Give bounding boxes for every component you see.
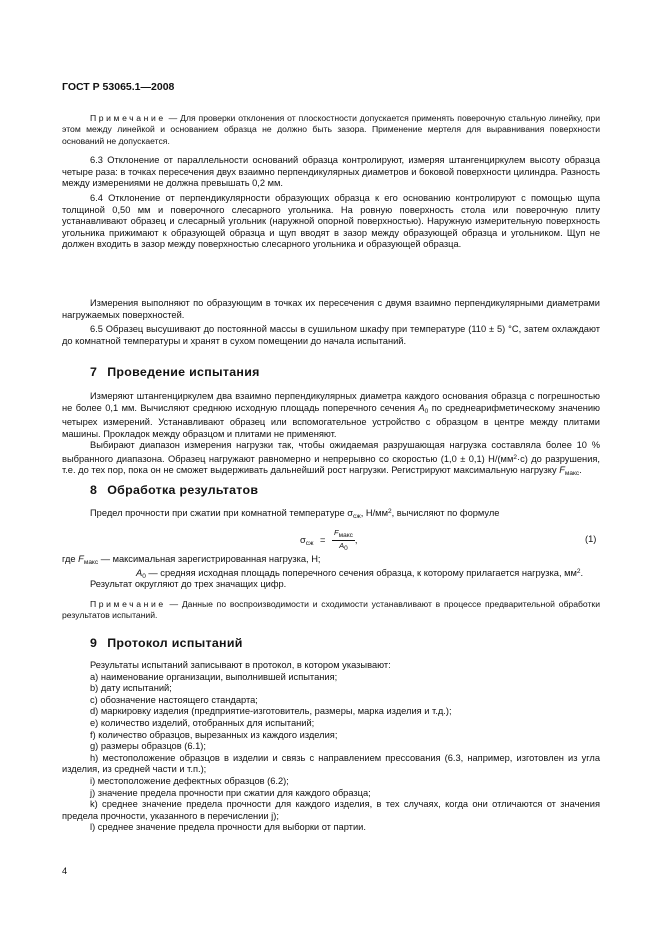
formula-lhs: σ	[300, 534, 306, 545]
section-7-paragraph-1	[62, 391, 600, 440]
note-label: Примечание	[90, 599, 166, 609]
symbol-a: A	[418, 402, 425, 413]
superscript: 2	[513, 453, 517, 461]
clause-6-4b-text: Измерения выполняют по образующим в точках их пересечения с двумя взаимно перпендикулярными диаметрами нагружаемых поверхностей.	[62, 298, 600, 320]
symbol-sub: макс	[83, 559, 99, 566]
symbol-sub: 0	[142, 573, 146, 580]
equation-number: (1)	[585, 534, 597, 544]
note-flatness	[62, 113, 600, 147]
note-text: — Для проверки отклонения от плоскостности допускается применять поверочную стальную линейку, при этом между линейкой и основанием образца не должно быть зазора. Применение мертеля для выравнивания поверхности оснований не допускается.	[62, 113, 600, 146]
clause-6-4-text: 6.4 Отклонение от перпендикулярности образующих образца к его основанию контролируют с помощью щупа толщиной 0,50 мм и поверочного слесарного угольника. На ровную поверхность стола или поверочную плиту устанавливают образец и слесарный угольник (наружной опорной поверхностью). Наружную измерительную поверхность угольника прижимают к образующей образца и щуп вводят в зазор между образующей образца и угольником. Щуп не должен входить в зазор между поверхностью слесарного угольника и образующей образца.	[62, 193, 600, 250]
text-run: Выбирают диапазон измерения нагрузки так, чтобы ожидаемая разрушающая нагрузка составляла более 10 % выбранного диапазона. Образец нагружают равномерно и непрерывно со скоростью (1,0 ± 0,1) Н/(мм	[62, 440, 600, 464]
clause-6-4-measurements	[62, 298, 600, 321]
text-run: Предел прочности при сжатии при комнатной температуре σ	[90, 508, 354, 518]
formula-den-symbol: A	[339, 541, 345, 550]
section-8-intro	[62, 506, 600, 523]
formula-den-sub: 0	[344, 545, 348, 552]
symbol-sub: макс	[564, 470, 580, 478]
symbol-f: F	[559, 465, 565, 476]
symbol-sub: 0	[424, 407, 429, 415]
list-item: h) местоположение образцов в изделии и связь с направлением прессования (6.3, например, изготовлен из угла изделия, из средней части и т.п.);	[62, 752, 600, 775]
formula-num-sub: макс	[338, 532, 353, 539]
list-item: f) количество образцов, вырезанных из каждого изделия;	[90, 729, 338, 740]
clause-6-5-text: 6.5 Образец высушивают до постоянной массы в сушильном шкафу при температуре (110 ± 5) °С, затем охлаждают до комнатной температуры и хранят в сухом помещении до начала испытаний.	[62, 324, 600, 346]
standard-header: ГОСТ Р 53065.1—2008	[62, 81, 175, 93]
rounding-rule: Результат округляют до трех значащих цифр.	[90, 579, 287, 589]
section-title: Протокол испытаний	[107, 636, 243, 650]
text-run: по среднеарифметическому значению четырех измерений. Устанавливают образец или вспомогательное устройство с образцом в центре между плитами машины. Прокладок между образцом и плитами не применяют.	[62, 402, 600, 439]
section-number: 8	[90, 483, 98, 497]
text-run: — максимальная зарегистрированная нагрузка, Н;	[98, 554, 321, 564]
clause-6-4	[62, 193, 600, 251]
section-title: Проведение испытания	[107, 365, 260, 379]
clause-6-5	[62, 324, 600, 347]
note-reproducibility	[62, 599, 600, 622]
list-item: а) наименование организации, выполнившей испытания;	[90, 671, 338, 682]
section-9-heading	[90, 636, 243, 650]
list-item: j) значение предела прочности при сжатии для каждого образца;	[90, 787, 371, 798]
section-7-paragraph-2	[62, 440, 600, 480]
section-8-heading	[90, 483, 258, 497]
text-run: где	[62, 554, 79, 564]
note-text: — Данные по воспроизводимости и сходимости устанавливают в процессе предварительной обработки результатов испытаний.	[62, 599, 600, 621]
list-item: е) количество изделий, отобранных для испытаний;	[90, 717, 315, 728]
section-7-heading	[90, 365, 260, 379]
formula-1: $\sigma_{сж}$ = $\frac{F_{макс}}{A_0}$ ,	[300, 528, 358, 552]
text-run: — средняя исходная площадь поперечного сечения образца, к которому прилагается нагрузка, мм	[145, 568, 577, 578]
list-item: l) среднее значение предела прочности для выборки от партии.	[90, 822, 366, 833]
symbol-a: A	[136, 568, 143, 578]
formula-num-symbol: F	[334, 528, 339, 537]
list-item: g) размеры образцов (6.1);	[90, 741, 206, 752]
formula-numerator	[332, 528, 355, 541]
text-run: Измеряют штангенциркулем два взаимно перпендикулярных диаметра каждого основания образца с погрешностью не более 0,1 мм. Вычисляют среднюю исходную площадь поперечного сечения	[62, 391, 600, 413]
text-run: , вычисляют по формуле	[391, 508, 500, 518]
list-item: i) местоположение дефектных образцов (6.2);	[90, 775, 289, 786]
text-run: , Н/мм	[360, 508, 388, 518]
list-item: с) обозначение настоящего стандарта;	[90, 694, 258, 705]
superscript: 2	[576, 568, 581, 575]
page-number: 4	[62, 866, 68, 876]
clause-6-3	[62, 155, 600, 190]
text-run: ·с) до разрушения, т.е. до тех пор, пока он не сможет выдерживать дальнейший рост нагрузки. Регистрируют максимальную нагрузку	[62, 453, 601, 476]
section-number: 7	[90, 365, 98, 379]
section-number: 9	[90, 636, 98, 650]
formula-lhs-sub: сж	[305, 539, 314, 547]
superscript: 2	[387, 508, 392, 515]
list-item: d) маркировку изделия (предприятие-изготовитель, размеры, марка изделия и т.д.);	[90, 706, 452, 717]
list-item: b) дату испытаний;	[90, 683, 172, 694]
section-title: Обработка результатов	[107, 483, 259, 497]
protocol-intro: Результаты испытаний записывают в протокол, в котором указывают:	[90, 660, 391, 670]
symbol-sub: сж	[353, 513, 361, 520]
text-run: .	[579, 465, 582, 476]
note-label: Примечание	[90, 113, 166, 123]
formula-equals: =	[320, 534, 326, 545]
symbol-f: F	[78, 554, 84, 564]
clause-6-3-text: 6.3 Отклонение от параллельности оснований образца контролируют, измеряя штангенциркулем высоту образца четыре раза: в точках пересечения двух взаимно перпендикулярных диаметров и боковой поверхности цилиндра. Разность между измерениями не должна превышать 0,2 мм.	[62, 155, 600, 189]
list-item: k) среднее значение предела прочности для каждого изделия, в тех случаях, когда они отличаются от значения предела прочности, указанного в перечислении j);	[62, 799, 600, 821]
formula-fraction	[332, 528, 355, 553]
formula-denominator	[332, 541, 355, 553]
protocol-list	[62, 660, 600, 834]
text-run: .	[580, 568, 584, 578]
